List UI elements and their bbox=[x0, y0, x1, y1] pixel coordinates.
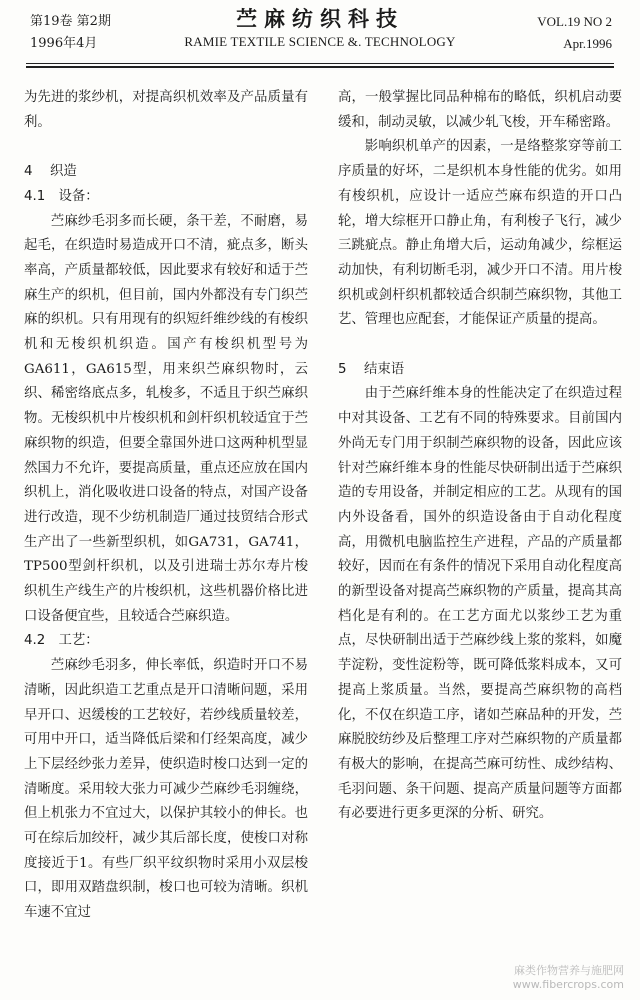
subsection-4-2-heading bbox=[24, 629, 308, 654]
subsection-4-1-paragraph: 苎麻纱毛羽多而长硬，条干差，不耐磨，易起毛，在织造时易造成开口不清，疵点多，断头率高，产质量都较低，因此要求有较好和适于苎麻生产的织机，但目前，国内外都没有专门织苎麻的织机。只有用现有的织短纤维纱线的有梭织机和无梭织机织造。国产有梭织机型号为GA611，GA615型，用来织苎麻织物时，云织、稀密络底点多，轧梭多，不适且于织苎麻织物。无梭织机中片梭织机和剑杆织机较适宜于苎麻织物的织造，但要全靠国外进口这两种机型显然国力不允许，要提高质量，重点还应放在国内织机上，消化吸收进口设备的特点，对国产设备进行改造，现不少纺机制造厂通过技贸结合形式生产出了一些新型织机，如GA731，GA741，TP500型剑杆织机，以及引进瑞士苏尔寿片梭织机生产线生产的片梭织机，这些机器价格比进口设备便宜些，且较适合苎麻织造。 bbox=[24, 213, 308, 624]
subsection-4-1-number: 4.1 bbox=[24, 188, 46, 204]
section-5-heading bbox=[338, 358, 622, 383]
header-left bbox=[30, 11, 111, 55]
volume-issue-en: VOL.19 NO 2 bbox=[537, 14, 612, 29]
section-4-title: 织造 bbox=[50, 164, 77, 180]
journal-title-cn: 苎麻纺织科技 bbox=[236, 6, 404, 31]
date-en: Apr.1996 bbox=[563, 36, 612, 51]
conclusion-paragraph: 由于苎麻纤维本身的性能决定了在织造过程中对其设备、工艺有不同的特殊要求。目前国内外尚无专门用于织制苎麻织物的设备，因此应该针对苎麻纤维本身的性能尽快研制出适于苎麻织造的专用设备，并制定相应的工艺。从现有的国内外设备看，国外的织造设备由于自动化程度高，用微机电脑监控生产进程，产品的产质量都较好，因而在有条件的情况下采用自动化程度高的新型设备对提高苎麻织物的产质量，提高其高档化是有利的。在工艺方面尤以浆纱工艺为重点，尽快研制出适于苎麻纱线上浆的浆料，如魔芋淀粉，变性淀粉等，既可降低浆料成本，又可提高上浆质量。当然，要提高苎麻织物的高档化，不仅在织造工序，诸如苎麻品种的开发，苎麻脱胶纺纱及后整理工序对苎麻织物的产质量都有极大的影响，在提高苎麻可纺性、成纱结构、毛羽问题、条干问题、提高产质量问题等方面都有必要进行更多更深的分析、研究。 bbox=[338, 386, 622, 822]
continued-paragraph-left: 为先进的浆纱机，对提高织机效率及产品质量有利。 bbox=[24, 90, 308, 130]
subsection-4-1-title: 设备： bbox=[58, 188, 99, 204]
loom-output-paragraph: 影响织机单产的因素，一是络整浆穿等前工序质量的好坏，二是织机本身性能的优劣。如用有梭织机，应设计一适应苎麻布织造的开口凸轮，增大综框开口静止角，有利梭子飞行，减少三跳疵点。静止角增大后，运动角减少，综框运动加快，有利切断毛羽，减少开口不清。用片梭织机或剑杆织机都较适合织制苎麻织物，其他工艺、管理也应配套，才能保证产质量的提高。 bbox=[338, 139, 622, 328]
section-5-number: 5 bbox=[338, 361, 347, 377]
header-right bbox=[537, 11, 612, 55]
subsection-4-2-paragraph: 苎麻纱毛羽多，伸长率低，织造时开口不易清晰，因此织造工艺重点是开口清晰问题，采用早开口、迟缓梭的工艺较好，若纱线质量较差，可用中开口，适当降低后梁和仃经架高度，减少上下层经纱张力差异，使织造时梭口达到一定的清晰度。采用较大张力可减少苎麻纱毛羽缠绕，但上机张力不宜过大，以保护其较小的伸长。也可在综后加绞杆，减少其后部长度，使梭口对称度接近于1。有些厂织平纹织物时采用小双层梭口，即用双踏盘织制，梭口也可较为清晰。织机车速不宜过 bbox=[24, 658, 308, 921]
date-cn: 1996年4月 bbox=[30, 36, 98, 51]
section-5-title: 结束语 bbox=[364, 361, 405, 377]
volume-issue-cn: 第19卷 第2期 bbox=[30, 14, 111, 29]
subsection-4-1-heading bbox=[24, 185, 308, 210]
page-header bbox=[0, 0, 640, 62]
left-column bbox=[24, 86, 308, 926]
spacer bbox=[24, 135, 308, 160]
section-4-number: 4 bbox=[24, 164, 33, 180]
website-watermark bbox=[513, 964, 624, 992]
header-center bbox=[150, 6, 490, 52]
header-rule-thick bbox=[26, 66, 614, 68]
header-rule-thin bbox=[26, 63, 614, 64]
section-4-heading bbox=[24, 160, 308, 185]
spacer bbox=[338, 333, 622, 358]
continued-paragraph-right: 高，一般掌握比同品种棉布的略低，织机启动要缓和，制动灵敏，以减少轧飞梭，开车稀密路。 bbox=[338, 90, 622, 130]
subsection-4-2-number: 4.2 bbox=[24, 633, 46, 649]
watermark-url: www.fibercrops.com bbox=[512, 978, 624, 991]
right-column bbox=[338, 86, 622, 827]
subsection-4-2-title: 工艺： bbox=[58, 633, 99, 649]
journal-title-en: RAMIE TEXTILE SCIENCE &. TECHNOLOGY bbox=[184, 34, 456, 49]
watermark-site-name: 麻类作物营养与施肥网 bbox=[514, 964, 624, 977]
